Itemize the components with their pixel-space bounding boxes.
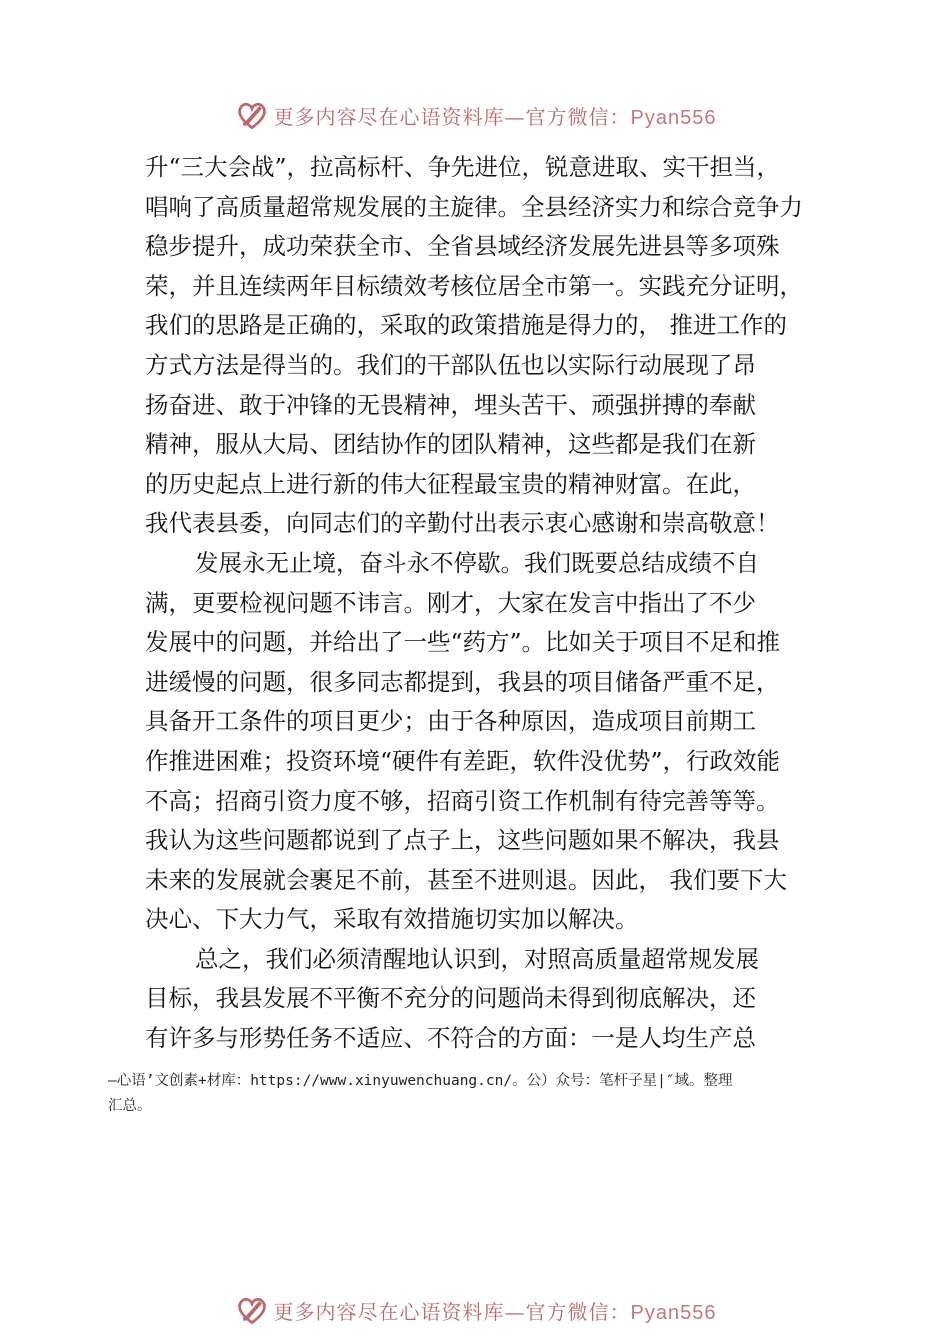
body-line: 我认为这些问题都说到了点子上，这些问题如果不解决，我县 xyxy=(145,826,780,855)
footer-banner-text: 更多内容尽在心语资料库—官方微信：Pyan556 xyxy=(273,1299,717,1324)
body-line: 满，更要检视问题不讳言。刚才，大家在发言中指出了不少 xyxy=(145,588,756,617)
body-line: 精神，服从大局、团结协作的团队精神，这些都是我们在新 xyxy=(145,430,756,459)
body-line: 决心、下大力气，采取有效措施切实加以解决。 xyxy=(145,905,639,934)
body-line: 进缓慢的问题，很多同志都提到，我县的项目储备严重不足， xyxy=(145,667,780,696)
heart-pen-icon xyxy=(234,97,270,133)
body-line: 具备开工条件的项目更少；由于各种原因，造成项目前期工 xyxy=(145,707,756,736)
body-line: 的历史起点上进行新的伟大征程最宝贵的精神财富。在此， xyxy=(145,469,756,498)
body-line: 方式方法是得当的。我们的干部队伍也以实际行动展现了昂 xyxy=(145,350,756,379)
body-line: 发展永无止境，奋斗永不停歇。我们既要总结成绩不自 xyxy=(195,548,759,577)
heart-pen-icon xyxy=(234,1292,270,1328)
footer-banner xyxy=(0,1290,950,1330)
body-line: 有许多与形势任务不适应、不符合的方面：一是人均生产总 xyxy=(145,1024,756,1053)
wechat-handle: Pyan556 xyxy=(630,106,717,129)
footer-line: 汇总。 xyxy=(108,1098,152,1114)
body-line: 作推进困难；投资环境“硬件有差距，软件没优势”，行政效能 xyxy=(145,746,781,775)
body-line: 目标，我县发展不平衡不充分的问题尚未得到彻底解决，还 xyxy=(145,984,756,1013)
body-line: 总之，我们必须清醒地认识到，对照高质量超常规发展 xyxy=(195,944,759,973)
body-line: 未来的发展就会裹足不前，甚至不进则退。因此， 我们要下大 xyxy=(145,865,787,894)
body-line: 我代表县委，向同志们的辛勤付出表示衷心感谢和崇高敬意！ xyxy=(145,509,780,538)
source-footer xyxy=(108,1069,843,1119)
header-banner xyxy=(0,95,950,135)
body-line: 稳步提升，成功荣获全市、全省县域经济发展先进县等多项殊 xyxy=(145,232,780,261)
wechat-handle: Pyan556 xyxy=(630,1301,717,1324)
body-line: 升“三大会战”，拉高标杆、争先进位，锐意进取、实干担当， xyxy=(145,153,781,181)
body-line: 不高；招商引资力度不够，招商引资工作机制有待完善等等。 xyxy=(145,786,780,815)
body-line: 唱响了高质量超常规发展的主旋律。全县经济实力和综合竞争力 xyxy=(145,192,803,221)
body-line: 荣，并且连续两年目标绩效考核位居全市第一。实践充分证明， xyxy=(145,271,803,300)
header-text: 更多内容尽在心语资料库—官方微信：Pyan556 xyxy=(273,104,717,129)
body-line: 我们的思路是正确的，采取的政策措施是得力的， 推进工作的 xyxy=(145,311,787,340)
document-body xyxy=(145,148,835,1059)
footer-line: —心语’文创素+材库：https://www.xinyuwenchuang.cn/。公）众号：笔杆子星|″域。整理 xyxy=(108,1073,733,1089)
body-line: 扬奋进、敢于冲锋的无畏精神，埋头苦干、顽强拼搏的奉献 xyxy=(145,390,756,419)
body-line: 发展中的问题，并给出了一些“药方”。比如关于项目不足和推 xyxy=(145,628,781,657)
